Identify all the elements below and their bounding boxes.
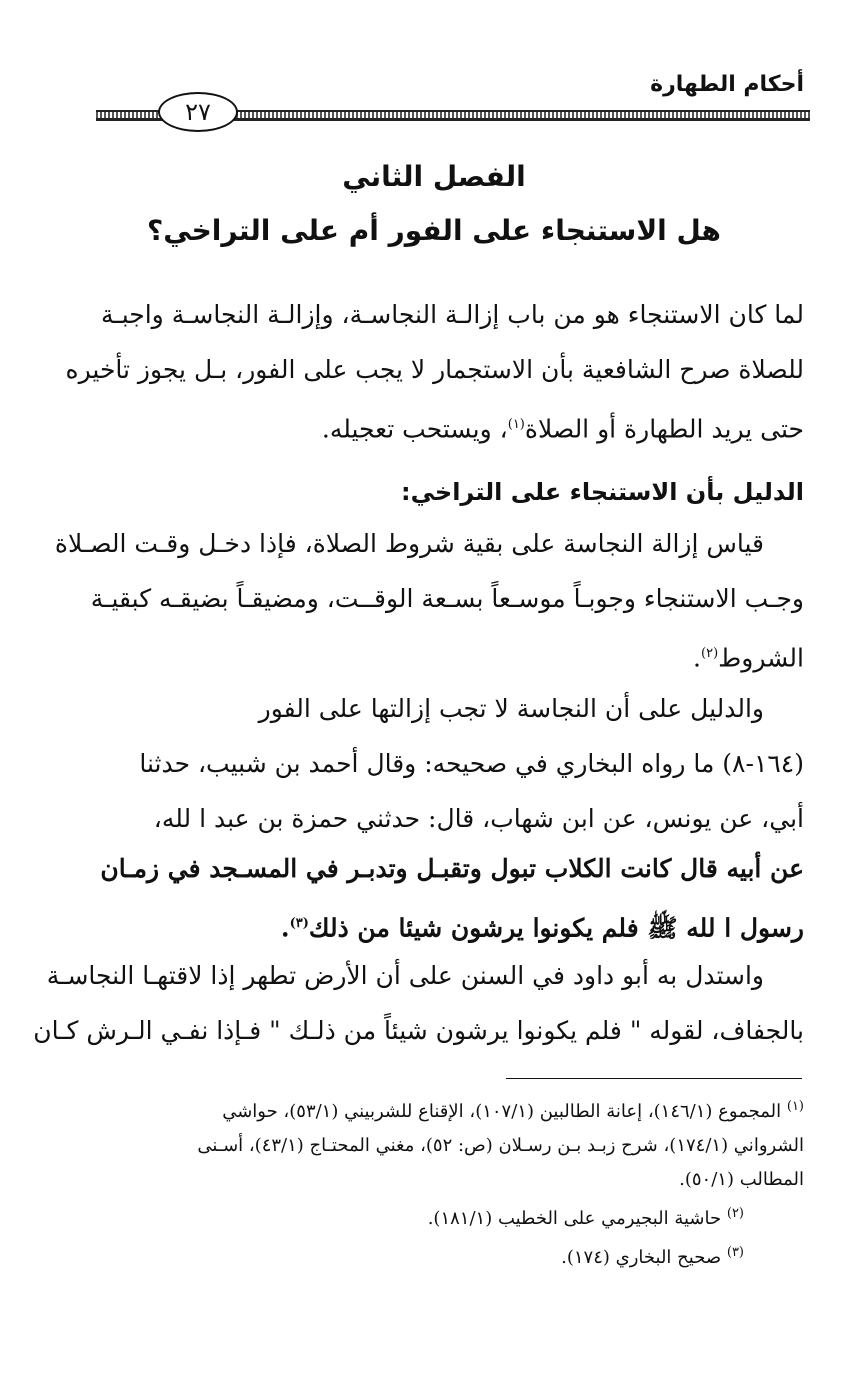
paragraph-line: قياس إزالة النجاسة على بقية شروط الصلاة، فإذا دخـل وقـت الصـلاة [54,529,764,558]
paragraph-abu-dawud [33,948,804,1058]
paragraph-line: لما كان الاستنجاء هو من باب إزالـة النجاسـة، وإزالـة النجاسـة واجبـة [101,300,804,329]
footnote-1-cont: المطالب (٥٠/١). [679,1169,804,1190]
paragraph-intro [65,287,804,456]
footnote-text: حاشية البجيرمي على الخطيب (١٨١/١). [427,1208,722,1229]
section-heading: الدليل بأن الاستنجاء على التراخي: [401,478,804,506]
paragraph-line: واستدل به أبو داود في السنن على أن الأرض تطهر إذا لاقتهـا النجاسـة [46,961,764,990]
page-number: ٢٧ [158,92,238,132]
footnote-ref[interactable]: (٢) [701,646,719,661]
text-run: . [280,913,290,943]
text-run: حتى يريد الطهارة أو الصلاة [524,414,804,444]
text-run: ، ويستحب تعجيله. [321,414,508,444]
paragraph-line [96,397,804,456]
paragraph-line: والدليل على أن النجاسة لا تجب إزالتها على الفور [258,694,764,723]
paragraph-line: أبي، عن يونس، عن ابن شهاب، قال: حدثني حمزة بن عبد ا لله، [153,804,804,833]
footnote-text: صحيح البخاري (١٧٤). [561,1247,722,1268]
text-run: الشروط [718,643,804,673]
footnote-marker: (٢) [726,1206,744,1221]
footnote-2 [96,1197,804,1236]
hadith-text [96,841,804,955]
footnote-1 [96,1090,804,1129]
footnote-divider [506,1078,802,1079]
paragraph-line: وجـب الاستنجاء وجوبـاً موسـعاً بسـعة الوقــت، ومضيقـاً بضيقـه كبقيـة [90,584,804,613]
footnote-marker: (١) [786,1099,804,1114]
paragraph-line [96,896,804,955]
paragraph-evidence-intro [96,681,804,736]
paragraph-line [96,626,804,685]
footnotes [96,1090,804,1275]
paragraph-evidence [54,516,804,685]
text-run: . [693,643,701,673]
footnote-ref[interactable]: (٣) [289,916,309,931]
footnote-1-cont: الشرواني (١٧٤/١)، شرح زبـد بـن رسـلان (ص: ٥٢)، مغني المحتـاج (٤٣/١)، أسـنى [197,1135,804,1156]
text-run: رسول ا لله ﷺ فلم يكونوا يرشون شيئا من ذلك [308,913,804,943]
footnote-ref[interactable]: (١) [507,417,525,432]
paragraph-line: (١٦٤-٨) ما رواه البخاري في صحيحه: وقال أحمد بن شبيب، حدثنا [139,749,804,778]
paragraph-isnad [96,736,804,846]
footnote-text: المجموع (١٤٦/١)، إعانة الطالبين (١٠٧/١)، الإقناع للشربيني (٥٣/١)، حواشي [222,1101,782,1122]
chapter-title: الفصل الثاني [342,160,526,193]
paragraph-line: للصلاة صرح الشافعية بأن الاستجمار لا يجب على الفور، بـل يجوز تأخيره [65,355,804,384]
running-title: أحكام الطهارة [650,72,804,97]
paragraph-line: عن أبيه قال كانت الكلاب تبول وتقبـل وتدبـر في المسـجد في زمـان [100,854,804,883]
paragraph-line: بالجفاف، لقوله " فلم يكونوا يرشون شيئاً من ذلـك " فـإذا نفـي الـرش كـان [33,1016,804,1045]
chapter-subtitle: هل الاستنجاء على الفور أم على التراخي؟ [147,214,721,247]
footnote-3 [96,1236,804,1275]
footnote-marker: (٣) [726,1245,744,1260]
